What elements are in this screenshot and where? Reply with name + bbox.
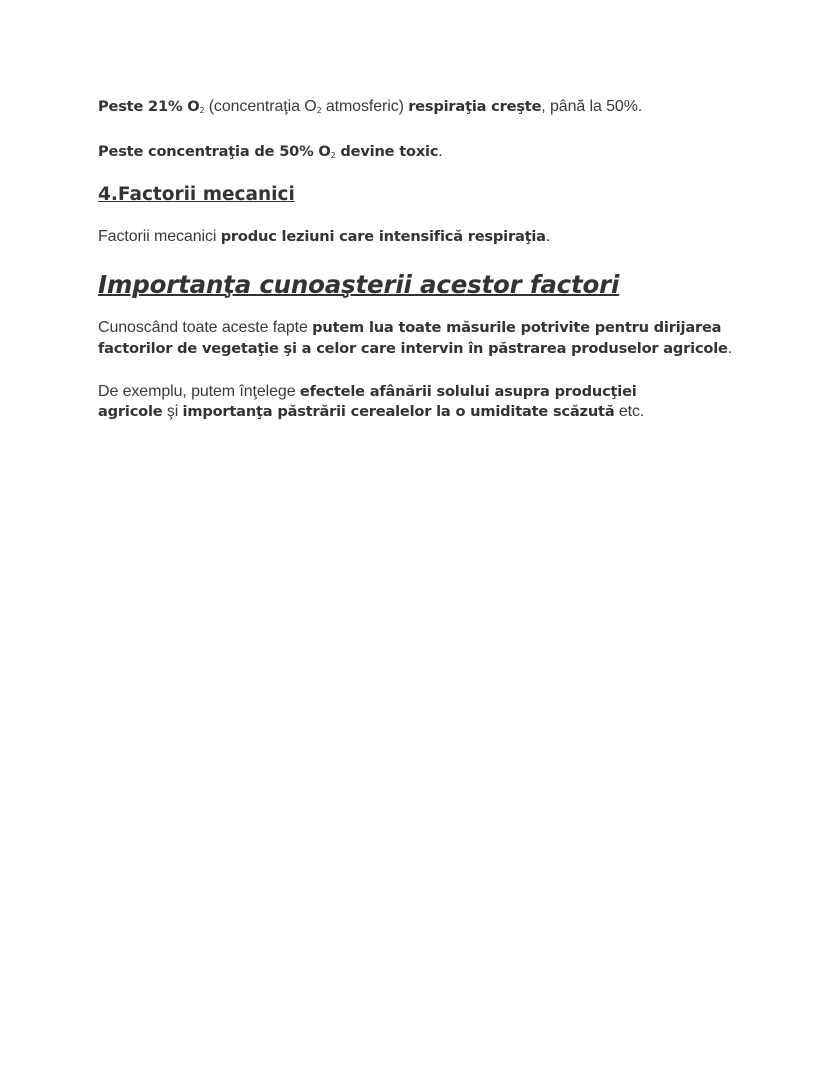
bold-text: produc leziuni care intensifică respiraţia [220,228,546,245]
text: , până la 50%. [541,98,643,115]
text: Factorii mecanici [98,228,221,245]
bold-text: factorilor de vegetaţie şi a celor care intervin în păstrarea produselor agricole [98,340,728,357]
text: De exemplu, putem înţelege [98,383,300,400]
section-heading-mechanical-factors: 4.Factorii mecanici [98,184,295,205]
subscript: 2 [330,151,336,160]
bold-text: Peste concentraţia de 50% O [98,143,331,160]
subscript: 2 [316,106,322,115]
text: şi [162,403,183,420]
section-heading-importance: Importanţa cunoaşterii acestor factori [98,270,620,299]
paragraph-oxygen-toxic [98,143,443,161]
bold-text: respiraţia creşte [408,98,542,115]
paragraph-mechanical-factors [98,228,550,246]
text: Cunoscând toate aceste fapte [98,319,313,336]
text: . [545,228,551,245]
bold-text: putem lua toate măsurile potrivite pentru dirijarea [312,319,722,336]
bold-text: devine toxic [335,143,439,160]
bold-text: agricole [98,403,163,420]
bold-text: Peste 21% O [98,98,200,115]
subscript: 2 [199,106,205,115]
text: atmosferic) [321,98,409,115]
text: . [727,340,733,357]
bold-text: efectele afânării solului asupra producţiei [299,383,637,400]
text: . [438,143,443,160]
text: (concentraţia O [204,98,317,115]
text: etc. [614,403,645,420]
paragraph-oxygen-increase [98,98,642,116]
bold-text: importanţa păstrării cerealelor la o umiditate scăzută [182,403,615,420]
